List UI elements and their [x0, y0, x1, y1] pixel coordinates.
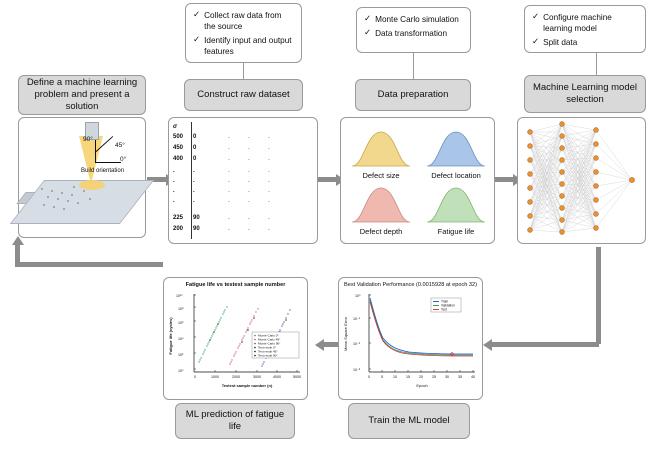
svg-text:15: 15 [406, 375, 410, 379]
checklist-text: Monte Carlo simulation [375, 15, 459, 24]
svg-text:Test result 45°: Test result 45° [258, 349, 278, 354]
cell: . [228, 134, 230, 140]
svg-text:10⁻¹: 10⁻¹ [353, 317, 361, 321]
cell: 90 [193, 226, 200, 232]
fatigue-plot-legend [252, 332, 299, 358]
svg-text:Monte Carlo 45°: Monte Carlo 45° [258, 337, 281, 342]
cell: . [248, 168, 250, 174]
cell: . [193, 198, 195, 204]
checklist-text: Data transformation [375, 29, 448, 39]
svg-text:10⁰: 10⁰ [355, 294, 361, 298]
step-train-label: Train the ML model [368, 415, 450, 427]
table-row [173, 215, 279, 221]
svg-text:2000: 2000 [232, 375, 240, 379]
laser-beam [79, 136, 103, 184]
arrow-construct-to-prep [318, 177, 337, 182]
svg-text:10⁸: 10⁸ [178, 307, 184, 311]
svg-text:5: 5 [381, 375, 383, 379]
cell: . [248, 188, 250, 194]
checklist-text: Collect raw data from the source [204, 11, 282, 32]
fatigue-xlabel: Testest sample number (n) [221, 383, 273, 388]
angle-axis-horizontal [95, 162, 121, 163]
cell: 225 [173, 215, 184, 221]
svg-text:1000: 1000 [211, 375, 219, 379]
arrow-model-to-train [489, 342, 599, 347]
cell: 0 [193, 145, 197, 151]
cell: . [268, 188, 270, 194]
cell: . [268, 226, 270, 232]
step-define-problem[interactable] [18, 75, 146, 115]
cell: 400 [173, 156, 184, 162]
svg-text:10¹⁰: 10¹⁰ [176, 294, 183, 298]
svg-text:25: 25 [432, 375, 436, 379]
svg-text:10⁻²: 10⁻² [353, 342, 361, 346]
panel-raw-dataset-table [168, 117, 318, 244]
table-row [173, 188, 279, 194]
check-icon: ✓ [193, 34, 201, 45]
cell: . [248, 198, 250, 204]
panel-training-performance-plot [338, 277, 483, 400]
cell: . [228, 145, 230, 151]
cell: . [248, 156, 250, 162]
connector-prep [413, 53, 414, 79]
cell: 90 [193, 215, 200, 221]
table-row [173, 226, 279, 232]
table-row [173, 134, 279, 140]
checklist-text: Identify input and output features [204, 36, 292, 57]
arrow-head [483, 339, 492, 351]
cell: . [268, 178, 270, 184]
arrow-predict-loop-h [15, 262, 163, 267]
svg-text:Test result 0°: Test result 0° [258, 345, 276, 350]
svg-text:Monte Carlo 90°: Monte Carlo 90° [258, 341, 281, 346]
svg-text:40: 40 [471, 375, 475, 379]
cell: . [268, 168, 270, 174]
cell: . [228, 178, 230, 184]
checklist-text: Split data [543, 38, 578, 48]
svg-text:10⁴: 10⁴ [178, 337, 184, 341]
bell-curve-icon [425, 182, 487, 224]
svg-text:3000: 3000 [253, 375, 261, 379]
bell-curve-icon [350, 126, 412, 168]
dist-label: Defect size [362, 171, 400, 180]
svg-text:10: 10 [393, 375, 397, 379]
svg-text:0: 0 [368, 375, 370, 379]
checklist-item [364, 28, 464, 39]
cell: 500 [173, 134, 184, 140]
cell: 0 [193, 134, 197, 140]
svg-text:0: 0 [194, 375, 196, 379]
training-xlabel: Epoch [416, 383, 428, 388]
angle-45-label: 45° [115, 142, 125, 149]
training-plot-legend [431, 298, 461, 312]
cell: . [268, 215, 270, 221]
bell-curve-icon [350, 182, 412, 224]
cell: . [228, 168, 230, 174]
table-row [173, 156, 279, 162]
cell: . [268, 145, 270, 151]
svg-text:Train: Train [441, 299, 449, 304]
table-row [173, 198, 279, 204]
panel-neural-network [517, 117, 646, 244]
bell-curve-icon [425, 126, 487, 168]
check-icon: ✓ [364, 13, 372, 23]
cell: . [268, 198, 270, 204]
step-train-model[interactable] [348, 403, 470, 439]
svg-text:30: 30 [445, 375, 449, 379]
checklist-item [193, 35, 295, 57]
checklist-item [193, 10, 295, 32]
cell: . [248, 215, 250, 221]
svg-text:10⁰: 10⁰ [178, 369, 184, 373]
raw-dataset-table [169, 118, 317, 243]
check-icon: ✓ [193, 9, 201, 19]
table-header-row [173, 124, 193, 130]
step-construct-dataset[interactable] [184, 79, 303, 111]
build-orientation-caption: Build orientation [81, 168, 125, 174]
cell: . [248, 145, 250, 151]
svg-text:4000: 4000 [273, 375, 281, 379]
neural-network-diagram [518, 118, 645, 243]
arrow-prep-to-model [495, 177, 514, 182]
training-performance-line [339, 288, 482, 394]
arrow-model-down [596, 247, 601, 344]
dist-fatigue-life [423, 182, 489, 236]
cell: . [193, 178, 195, 184]
cell: . [228, 215, 230, 221]
step-data-preparation[interactable] [355, 79, 471, 111]
cell: 200 [173, 226, 184, 232]
step-model-selection[interactable] [524, 75, 646, 113]
checklist-text: Configure machine learning model [543, 13, 612, 34]
connector-collect [243, 63, 244, 79]
step-define-label: Define a machine learning problem and present a solution [26, 77, 138, 112]
checklist-data-preparation [356, 7, 471, 53]
fatigue-life-scatter [164, 288, 307, 394]
dist-label: Defect depth [359, 227, 403, 236]
check-icon: ✓ [532, 36, 540, 47]
step-construct-label: Construct raw dataset [197, 89, 290, 101]
svg-text:Monte Carlo 0°: Monte Carlo 0° [258, 333, 279, 338]
fatigue-ylabel: Fatigue life (cycles) [168, 317, 173, 355]
svg-text:5000: 5000 [293, 375, 301, 379]
dist-label: Fatigue life [437, 227, 475, 236]
step-ml-prediction[interactable] [175, 403, 295, 439]
dist-defect-location [423, 126, 489, 180]
check-icon: ✓ [364, 27, 372, 38]
table-row [173, 145, 279, 151]
cell: 0 [193, 156, 197, 162]
svg-text:20: 20 [419, 375, 423, 379]
svg-text:Test result 90°: Test result 90° [258, 353, 278, 358]
training-plot-title: Best Validation Performance (0.0015928 at epoch 32) [344, 282, 477, 288]
cell: . [248, 178, 250, 184]
table-row [173, 178, 279, 184]
training-ylabel: Mean Square Error [343, 316, 348, 352]
dist-defect-depth [349, 182, 413, 236]
cell: . [248, 226, 250, 232]
table-row [173, 168, 279, 174]
printer-illustration [19, 118, 145, 237]
cell: . [248, 134, 250, 140]
panel-fatigue-life-plot [163, 277, 308, 400]
cell: . [173, 198, 175, 204]
cell: . [173, 168, 175, 174]
dist-defect-size [349, 126, 413, 180]
svg-text:10⁻³: 10⁻³ [353, 368, 361, 372]
cell: . [173, 178, 175, 184]
fatigue-plot-title: Fatigue life vs testest sample number [185, 282, 286, 288]
angle-90-label: 90° [83, 136, 93, 143]
cell: 450 [173, 145, 184, 151]
cell: . [228, 226, 230, 232]
step-model-selection-label: Machine Learning model selection [532, 82, 638, 105]
step-predict-label: ML prediction of fatigue life [185, 409, 285, 432]
panel-printer-illustration [18, 117, 146, 238]
cell: . [193, 188, 195, 194]
checklist-collect [185, 3, 302, 63]
checklist-model-selection [524, 5, 646, 53]
cell: . [228, 156, 230, 162]
check-icon: ✓ [532, 11, 540, 21]
cell: . [228, 188, 230, 194]
arrow-head [315, 339, 324, 351]
svg-text:Validation: Validation [441, 303, 455, 308]
arrow-predict-loop-v [15, 243, 20, 264]
svg-text:10⁶: 10⁶ [178, 321, 184, 325]
svg-text:Test: Test [441, 307, 447, 312]
dist-label: Defect location [431, 171, 481, 180]
svg-text:10²: 10² [178, 353, 184, 357]
cell: . [173, 188, 175, 194]
checklist-item [532, 37, 639, 48]
svg-text:35: 35 [458, 375, 462, 379]
cell: . [228, 198, 230, 204]
angle-0-label: 0° [120, 156, 127, 163]
table-header-cell: σ [173, 124, 177, 130]
cell: . [268, 156, 270, 162]
specimen-dots [37, 184, 117, 210]
checklist-item [532, 12, 639, 34]
cell: . [193, 168, 195, 174]
checklist-item [364, 14, 464, 25]
panel-distributions [340, 117, 495, 244]
step-data-prep-label: Data preparation [377, 89, 449, 101]
cell: . [268, 134, 270, 140]
